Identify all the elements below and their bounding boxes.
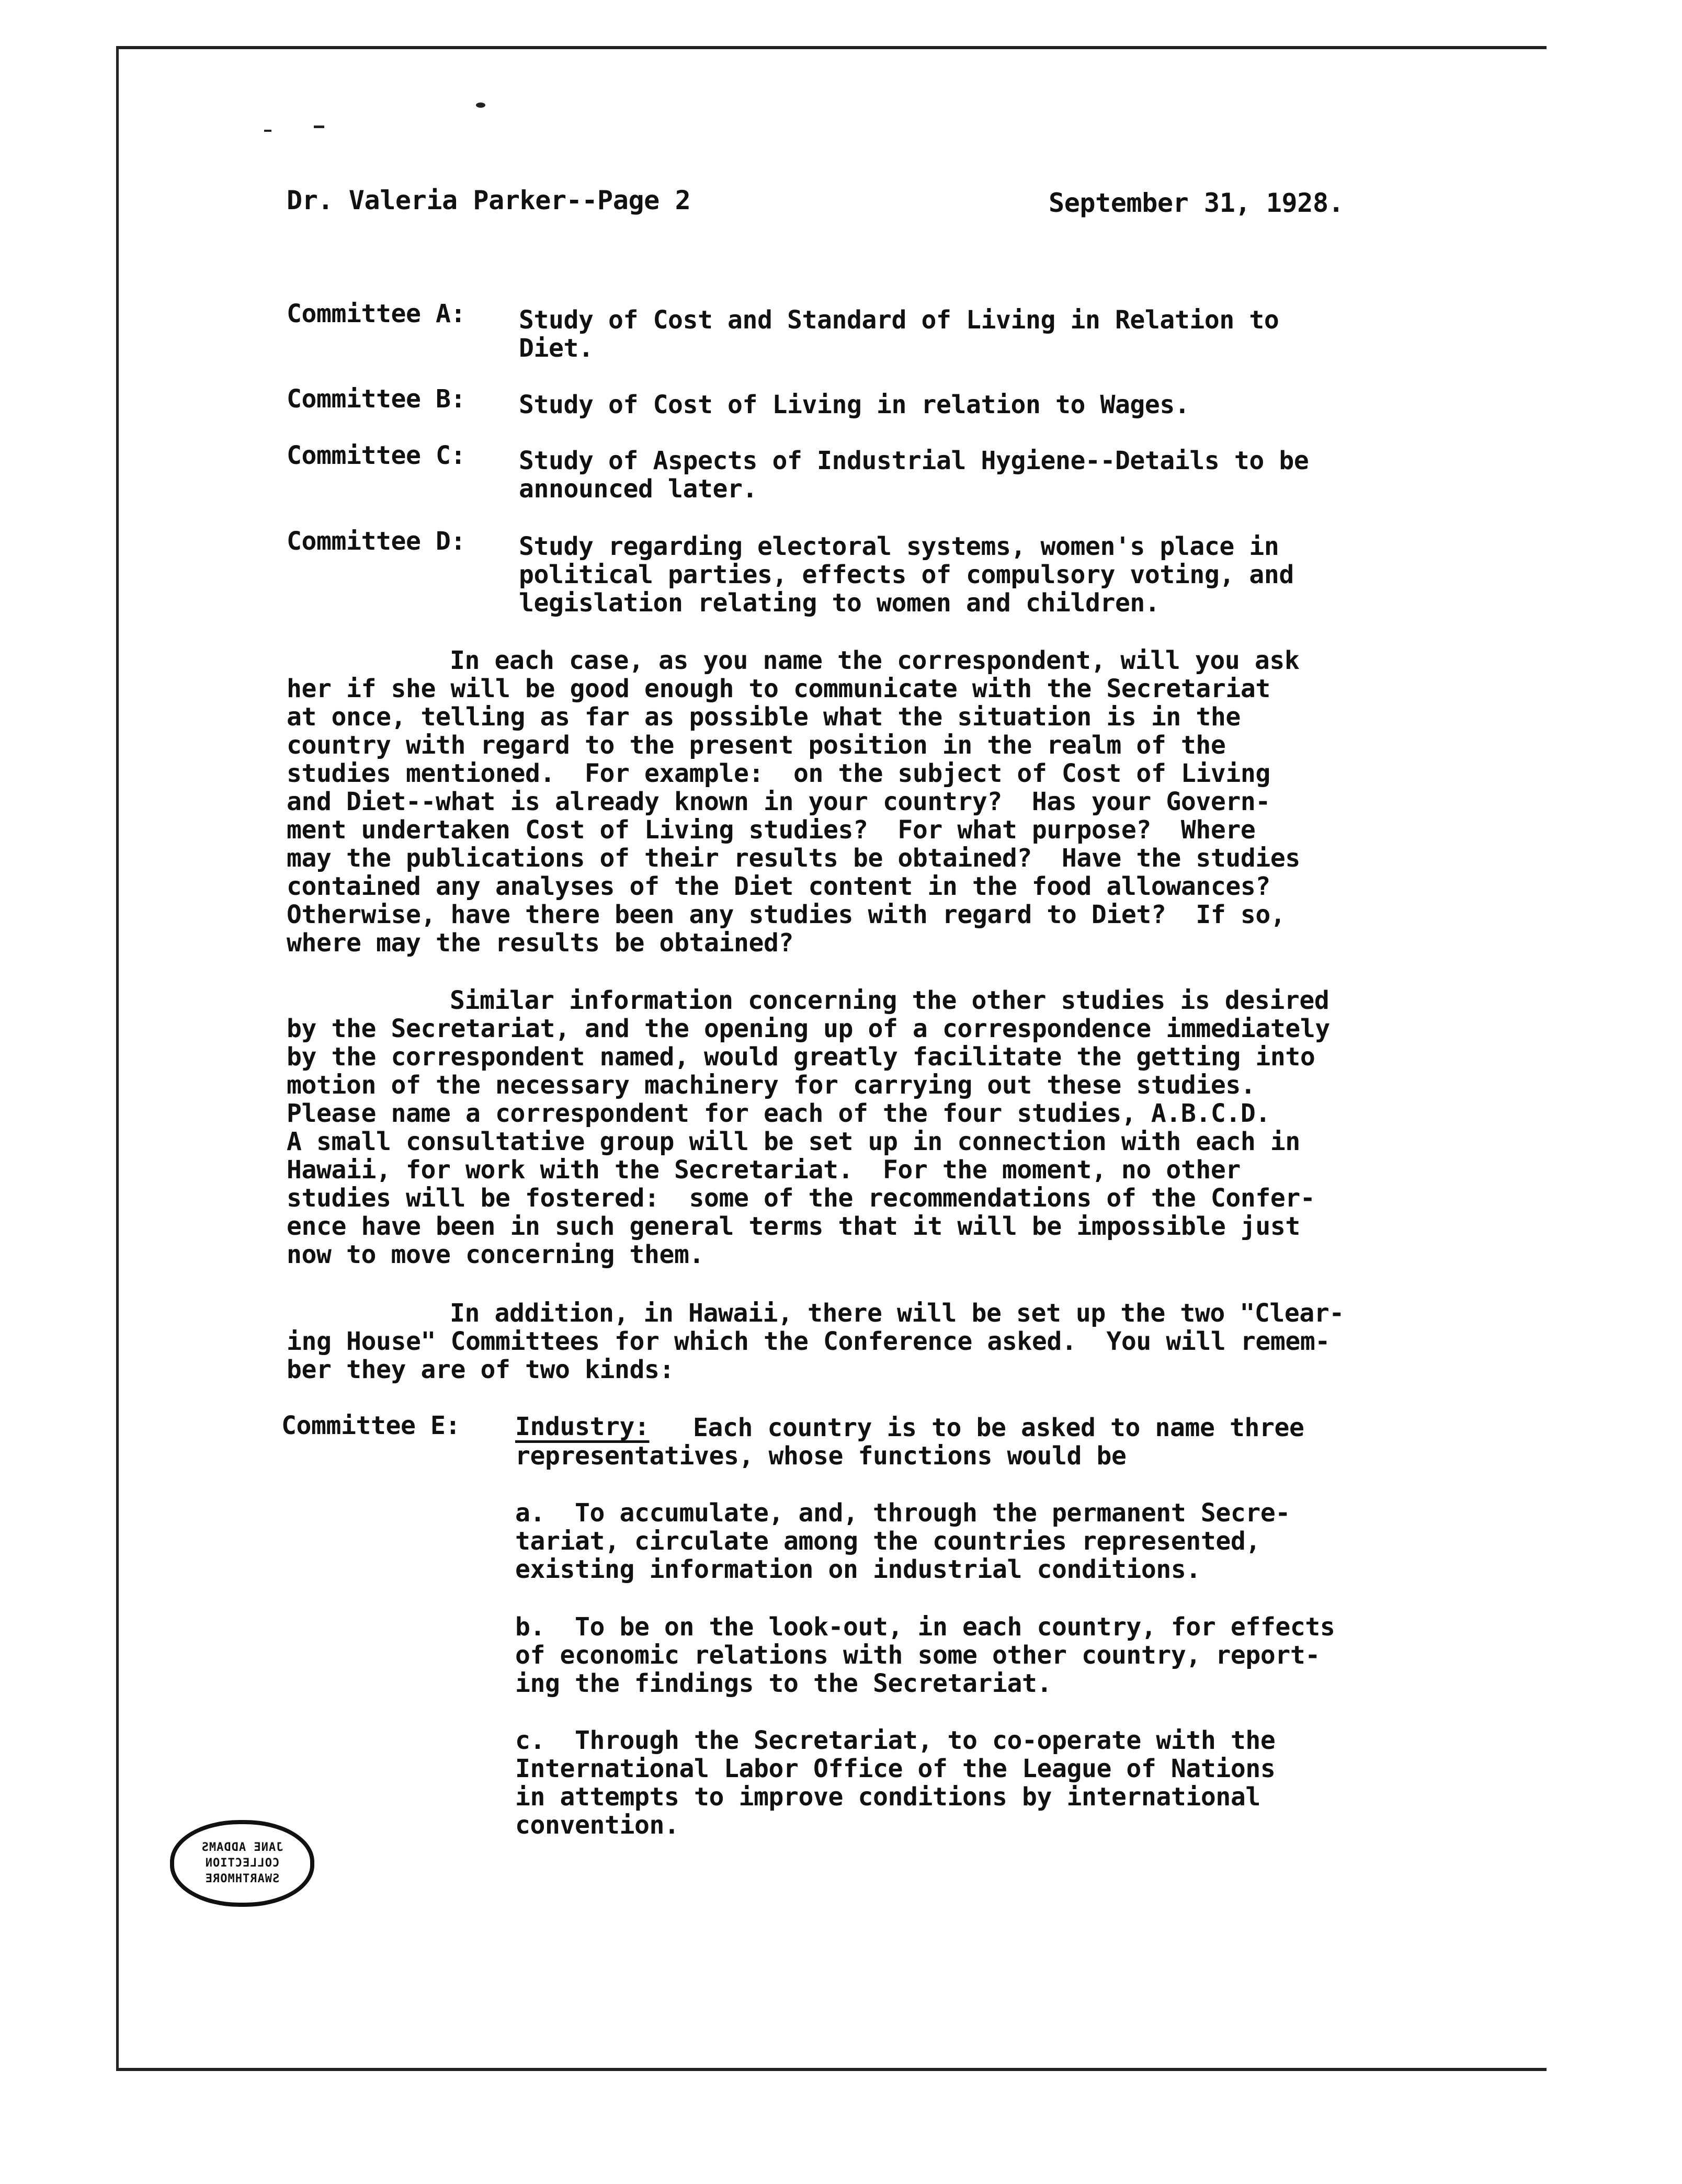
stamp-line: JANE ADDAMS (201, 1841, 283, 1854)
page-header-left: Dr. Valeria Parker--Page 2 (287, 185, 691, 215)
item-a-line: a. To accumulate, and, through the permanent Secre- (515, 1498, 1290, 1528)
paragraph-line: Similar information concerning the other studies is desired (450, 986, 1329, 1015)
ink-mark (264, 130, 271, 132)
paragraph-line: ber they are of two kinds: (287, 1355, 674, 1384)
paragraph-line: A small consultative group will be set up in connection with each in (287, 1127, 1300, 1156)
paragraph-line: country with regard to the present position in the realm of the (287, 731, 1226, 760)
committee-d-text: Study regarding electoral systems, women's place in (519, 532, 1279, 561)
paragraph-line: by the Secretariat, and the opening up of a correspondence immediately (287, 1014, 1330, 1043)
committee-a-text: Diet. (519, 334, 594, 363)
paragraph-line: studies mentioned. For example: on the subject of Cost of Living (287, 759, 1270, 788)
committee-a-label: Committee A: (287, 299, 465, 328)
paragraph-line: ment undertaken Cost of Living studies? For what purpose? Where (287, 815, 1256, 845)
paragraph-line: In each case, as you name the correspondent, will you ask (450, 646, 1300, 675)
committee-a-text: Study of Cost and Standard of Living in Relation to (519, 305, 1279, 335)
item-b-line: ing the findings to the Secretariat. (515, 1669, 1052, 1698)
page-header-date: September 31, 1928. (1049, 188, 1344, 218)
committee-d-label: Committee D: (287, 527, 465, 556)
committee-b-text: Study of Cost of Living in relation to Wages. (519, 390, 1190, 419)
stamp-line: COLLECTION (204, 1857, 280, 1870)
paragraph-line: motion of the necessary machinery for carrying out these studies. (287, 1071, 1256, 1100)
item-c-line: International Labor Office of the League of Nations (515, 1754, 1276, 1783)
archive-stamp (170, 1820, 314, 1907)
paragraph-line: where may the results be obtained? (287, 928, 793, 958)
committee-d-text: political parties, effects of compulsory voting, and (519, 560, 1294, 589)
committee-d-text: legislation relating to women and children. (519, 588, 1160, 618)
paragraph-line: In addition, in Hawaii, there will be set up the two "Clear- (450, 1299, 1344, 1328)
stamp-line: SWARTHMORE (204, 1872, 280, 1885)
paragraph-line: contained any analyses of the Diet content in the food allowances? (287, 872, 1270, 901)
item-c-line: convention. (515, 1811, 679, 1840)
committee-c-label: Committee C: (287, 441, 465, 470)
paragraph-line: her if she will be good enough to communicate with the Secretariat (287, 674, 1270, 703)
committee-c-text: Study of Aspects of Industrial Hygiene--Details to be (519, 446, 1309, 475)
committee-b-label: Committee B: (287, 384, 465, 414)
paragraph-line: ing House" Committees for which the Conference asked. You will remem- (287, 1327, 1330, 1356)
paragraph-line: may the publications of their results be obtained? Have the studies (287, 844, 1300, 873)
paragraph-line: studies will be fostered: some of the recommendations of the Confer- (287, 1184, 1315, 1213)
paragraph-line: Please name a correspondent for each of the four studies, A.B.C.D. (287, 1099, 1270, 1128)
item-a-line: existing information on industrial conditions. (515, 1555, 1201, 1584)
committee-e-heading: Industry: (515, 1412, 650, 1441)
item-c-line: c. Through the Secretariat, to co-operate with the (515, 1726, 1276, 1755)
paragraph-line: Otherwise, have there been any studies with regard to Diet? If so, (287, 900, 1286, 929)
committee-e-text: Each country is to be asked to name three (693, 1413, 1304, 1442)
ink-mark (476, 103, 485, 108)
item-a-line: tariat, circulate among the countries represented, (515, 1527, 1260, 1556)
committee-e-label: Committee E: (281, 1411, 460, 1440)
paragraph-line: Hawaii, for work with the Secretariat. For the moment, no other (287, 1155, 1241, 1185)
item-b-line: b. To be on the look-out, in each country, for effects (515, 1612, 1335, 1642)
paragraph-line: ence have been in such general terms that it will be impossible just (287, 1212, 1300, 1241)
item-c-line: in attempts to improve conditions by international (515, 1782, 1260, 1812)
paragraph-line: at once, telling as far as possible what the situation is in the (287, 702, 1241, 732)
paragraph-line: and Diet--what is already known in your country? Has your Govern- (287, 787, 1270, 816)
committee-c-text: announced later. (519, 474, 757, 504)
paragraph-line: now to move concerning them. (287, 1240, 704, 1269)
item-b-line: of economic relations with some other country, report- (515, 1641, 1320, 1670)
paragraph-line: by the correspondent named, would greatly facilitate the getting into (287, 1042, 1315, 1072)
committee-e-text: representatives, whose functions would be (515, 1441, 1127, 1471)
ink-mark (314, 126, 324, 128)
